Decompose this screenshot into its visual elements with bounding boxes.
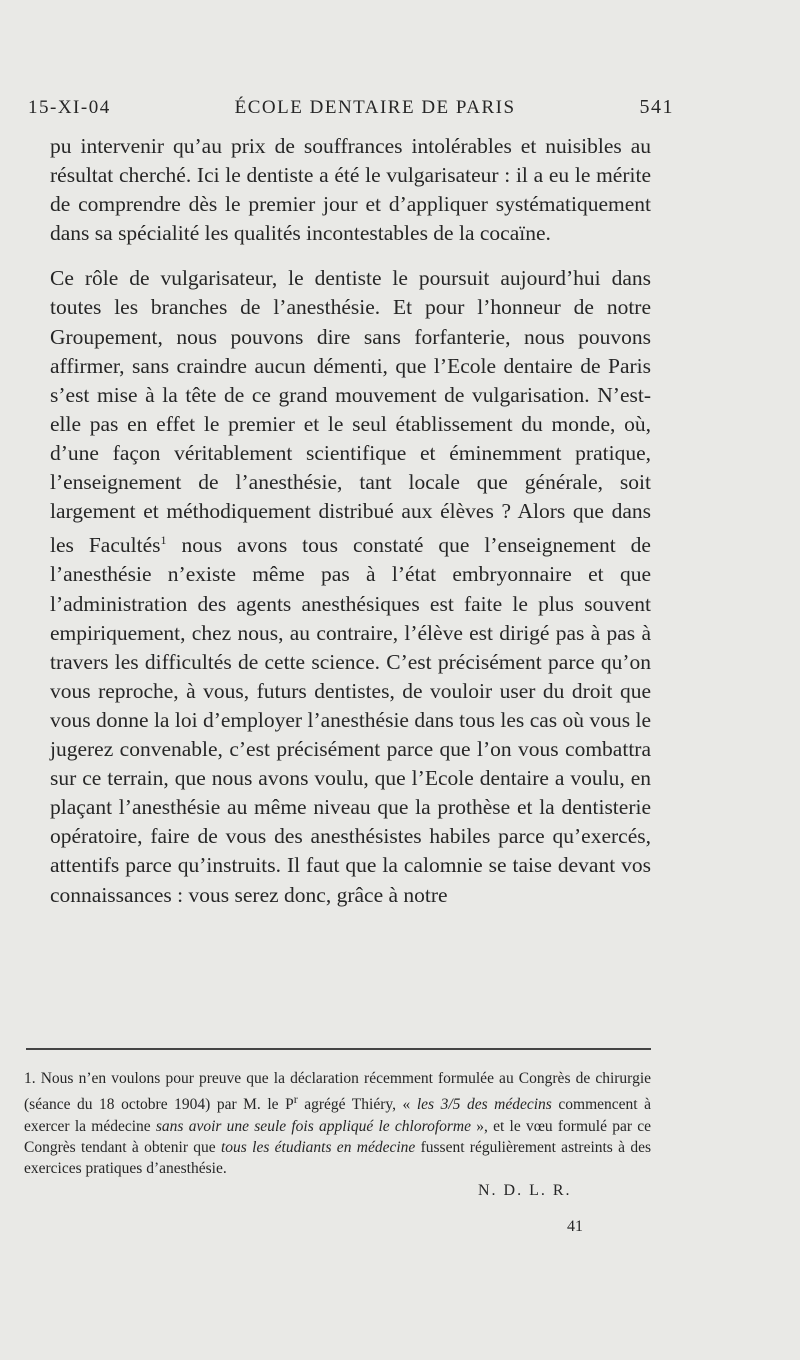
footnote-text-5: fussent régulièrement astreints à des exercices pratiques d’anesthésie.	[24, 1138, 651, 1177]
paragraph-2-end: nous avons tous constaté que l’enseignement de l’anesthésie n’existe même pas à l’état embryonnaire et que l’administration des agents anesthésiques est faite le plus souvent empiriquement, chez nous, au contraire, l’élève est dirigé pas à pas à travers les difficultés de cette science. C’est précisément parce qu’on vous reproche, à vous, futurs dentistes, de vouloir user du droit que vous donne la loi d’employer l’anesthésie dans tous les cas où vous le jugerez convenable, c’est précisément parce que l’on vous combattra sur ce terrain, que nous avons voulu, que l’Ecole dentaire a voulu, en plaçant l’anesthésie au même niveau que la prothèse et la dentisterie opératoire, faire de vous des anesthésistes habiles parce qu’exercés, attentifs parce qu’instruits. Il faut que la calomnie se taise devant vos connaissances : vous serez donc, grâce à notre	[50, 533, 651, 907]
footnote-text-1: Nous n’en voulons pour preuve que la déclaration récemment formulée au Congrès de chirurgie (séance du 18 octobre 1904) par M. le P	[24, 1070, 651, 1114]
page-number: 541	[639, 96, 674, 118]
sheet-marker: 41	[567, 1218, 583, 1235]
footnote-italic-1: les 3/5 des médecins	[416, 1096, 552, 1114]
footnote-text-2: agrégé Thiéry, «	[297, 1096, 417, 1114]
header-title: ÉCOLE DENTAIRE DE PARIS	[234, 97, 516, 118]
footnotes	[24, 1068, 651, 1179]
paragraph-2-start: Ce rôle de vulgarisateur, le dentiste le poursuit aujourd’hui dans toutes les branches de l’anesthésie. Et pour l’honneur de notre Groupement, nous pouvons dire sans forfanterie, nous pouvons affirmer, sans craindre aucun démenti, que l’Ecole dentaire de Paris s’est mise à la tête de ce grand mouvement de vulgarisation. N’est-elle pas en effet le premier et le seul établissement du monde, où, d’une façon véritablement scientifique et éminemment pratique, l’enseignement de l’anesthésie, tant locale que générale, soit largement et méthodiquement distribué aux élèves ? Alors que dans les Facultés	[50, 266, 651, 558]
header-date: 15-XI-04	[28, 97, 111, 118]
footnote-1	[24, 1068, 651, 1179]
footnote-italic-3: tous les étudiants en médecine	[221, 1138, 416, 1156]
footnote-divider	[26, 1048, 651, 1050]
footnote-marker: 1.	[24, 1070, 36, 1087]
footnote-reference: 1	[160, 533, 167, 548]
body-text	[50, 132, 651, 910]
footnote-text-3: commencent à exercer la médecine	[24, 1096, 651, 1135]
running-header	[28, 96, 674, 126]
editor-signature: N. D. L. R.	[478, 1182, 572, 1199]
paragraph-1: pu intervenir qu’au prix de souffrances intolérables et nuisibles au résultat cherché. Ici le dentiste a été le vulgarisateur : il a eu le mérite de comprendre dès le premier jour et d’appliquer systématiquement dans sa spécialité les qualités incontestables de la cocaïne.	[50, 134, 651, 246]
footnote-text-4: », et le vœu formulé par ce Congrès tendant à obtenir que	[24, 1117, 651, 1156]
paragraph-2	[50, 264, 651, 909]
footnote-italic-2: sans avoir une seule fois appliqué le chloroforme	[155, 1117, 471, 1135]
professor-abbrev-sup: r	[293, 1092, 298, 1107]
